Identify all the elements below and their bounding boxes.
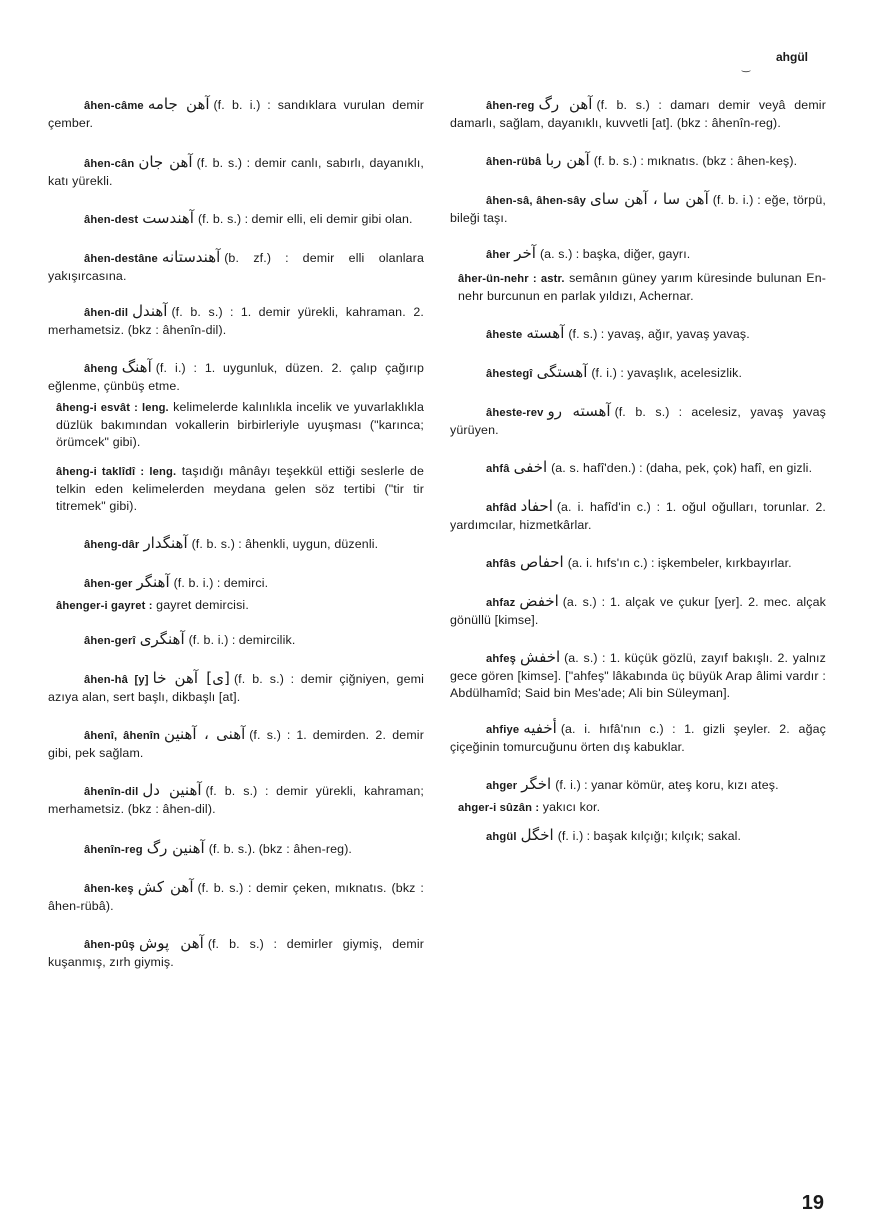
entry-arabic-script: اخفی xyxy=(513,458,548,476)
dictionary-entry xyxy=(48,726,424,762)
entry-headword: âhen-dest xyxy=(84,214,139,226)
entry-arabic-script: آهن ربا xyxy=(545,151,590,169)
entry-definition: (f. i.) : 1. uygunluk, düzen. 2. çalıp çağırıp eğlenme, çünbüş etme. xyxy=(48,361,424,393)
entry-arabic-script: احفاد xyxy=(520,497,553,515)
entry-headword: âhen-keş xyxy=(84,883,134,895)
entry-definition: (a. i. hıfâ'nın c.) : 1. gizli şeyler. 2. ağaç çiçeğinin tomurcuğunu örten dış kabuklar. xyxy=(450,722,826,754)
entry-definition: (a. s.) : 1. küçük gözlü, zayıf bakışlı. 2. yalnız gece gören [kimse]. ["ahfeş" lâkabında üç büyük Arap âlimi vardır : Abdülhamîd; Said bin Mes'ade; Ali bin Süleyman]. xyxy=(450,651,826,700)
entry-headword: âhen-sâ, âhen-sây xyxy=(486,195,587,207)
dictionary-entry xyxy=(450,191,826,227)
entry-definition: (f. b. s.) : demir canlı, sabırlı, dayanıklı, katı yürekli. xyxy=(48,156,425,188)
entry-arabic-script: [ی] آهن خا xyxy=(152,669,231,687)
dictionary-entry xyxy=(450,96,826,132)
entry-headword: âhenî, âhenîn xyxy=(84,730,161,742)
entry-definition: (f. b. s.) : 1. demir yürekli, kahraman. 2. merhametsiz. (bkz : âhenîn-dil). xyxy=(48,305,424,337)
entry-arabic-script: آهنین دل xyxy=(142,781,202,799)
header-mark: ‿ xyxy=(741,62,750,73)
entry-headword: âheng xyxy=(84,363,118,375)
entry-definition: (f. s.) : 1. demirden. 2. demir gibi, pek sağlam. xyxy=(48,728,424,760)
entry-headword: âhen-gerî xyxy=(84,635,136,647)
entry-arabic-script: اخفش xyxy=(519,648,561,666)
running-head: ahgül xyxy=(776,50,808,64)
dictionary-entry xyxy=(450,649,826,702)
dictionary-entry xyxy=(48,210,424,229)
entry-definition: (f. b. s.) : demir elli, eli demir gibi olan. xyxy=(197,212,413,226)
dictionary-entry xyxy=(48,463,424,515)
entry-arabic-script: آهنگدار xyxy=(143,534,188,552)
entry-arabic-script: آهن جان xyxy=(138,153,193,171)
entry-arabic-script: أخفیه xyxy=(523,719,557,737)
entry-headword: âher-ün-nehr : astr. xyxy=(458,273,565,285)
entry-definition: (f. b. s.) : âhenkli, uygun, düzenli. xyxy=(191,537,379,551)
dictionary-entry xyxy=(48,597,424,615)
dictionary-entry xyxy=(450,498,826,534)
entry-arabic-script: اخگر xyxy=(521,775,552,793)
dictionary-entry xyxy=(450,554,826,573)
entry-definition: (f. b. i.) : demircilik. xyxy=(188,633,296,647)
entry-definition: yakıcı kor. xyxy=(542,800,601,814)
entry-headword: âhenger-i gayret : xyxy=(56,600,153,612)
entry-definition: taşıdığı mânâyı teşekkül ettiği seslerle de telkin eden kelimelerden meydana gelen söz tertibi ("tir tir titremek" gibi). xyxy=(56,464,425,513)
entry-arabic-script: آهنین رگ xyxy=(146,839,205,857)
entry-arabic-script: آهن سا ، آهن سای xyxy=(590,190,709,208)
entry-headword: ahfâs xyxy=(486,558,516,570)
entry-headword: âhen-hâ [y] xyxy=(84,674,149,686)
entry-arabic-script: آهنگری xyxy=(139,630,185,648)
entry-definition: (f. b. s.) : demir yürekli, kahraman; merhametsiz. (bkz : âhen-dil). xyxy=(48,784,424,816)
entry-arabic-script: آهن رگ xyxy=(538,95,593,113)
dictionary-entry xyxy=(450,364,826,383)
entry-definition: (f. b. i.) : sandıklara vurulan demir çember. xyxy=(48,98,425,130)
entry-headword: ahfaz xyxy=(486,597,516,609)
entry-headword: âhen-rübâ xyxy=(486,156,542,168)
entry-headword: âheste xyxy=(486,329,523,341)
dictionary-entry xyxy=(450,593,826,629)
entry-arabic-script: اخفض xyxy=(519,592,559,610)
entry-definition: (f. b. i.) : eğe, törpü, bileği taşı. xyxy=(450,193,826,225)
dictionary-entry xyxy=(450,270,826,305)
entry-headword: âhen-reg xyxy=(486,100,535,112)
dictionary-entry xyxy=(450,799,826,817)
entry-arabic-script: اخگل xyxy=(520,826,554,844)
entry-arabic-script: آهندست xyxy=(142,209,194,227)
entry-definition: (f. b. i.) : demirci. xyxy=(173,576,269,590)
dictionary-entry xyxy=(48,840,424,859)
dictionary-entry xyxy=(450,776,826,795)
entry-definition: (f. i.) : başak kılçığı; kılçık; sakal. xyxy=(557,829,742,843)
entry-arabic-script: آهن پوش xyxy=(138,934,204,952)
entry-headword: âheste-rev xyxy=(486,407,544,419)
entry-definition: (f. i.) : yanar kömür, ateş koru, kızı ateş. xyxy=(555,778,779,792)
entry-arabic-script: آهسته xyxy=(526,324,565,342)
entry-definition: (a. i. hafîd'in c.) : 1. oğul oğulları, torunlar. 2. yardımcılar, hizmetkârlar. xyxy=(450,500,826,532)
entry-definition: (b. zf.) : demir elli olanlara yakışırcasına. xyxy=(48,251,424,283)
entry-definition: (f. i.) : yavaşlık, acelesizlik. xyxy=(591,366,743,380)
dictionary-entry xyxy=(450,245,826,264)
dictionary-entry xyxy=(48,535,424,554)
entry-arabic-script: آهستگی xyxy=(536,363,588,381)
left-column xyxy=(48,94,424,971)
entry-definition: (a. s. hafî'den.) : (daha, pek, çok) hafî, en gizli. xyxy=(551,461,813,475)
entry-headword: âhestegî xyxy=(486,368,533,380)
dictionary-entry xyxy=(48,879,424,915)
entry-arabic-script: آخر xyxy=(514,244,536,262)
entry-definition: gayret demircisi. xyxy=(156,598,249,612)
entry-definition: (f. b. s.) : damarı demir veyâ demir damarlı, sağlam, dayanıklı, kuvvetli [at]. (bkz : âhenîn-reg). xyxy=(450,98,826,130)
entry-arabic-script: آهنگر xyxy=(136,573,170,591)
entry-definition: (a. s.) : başka, diğer, gayrı. xyxy=(539,247,691,261)
entry-headword: ahfeş xyxy=(486,653,516,665)
entry-headword: âhenîn-dil xyxy=(84,786,139,798)
entry-headword: âhen-câme xyxy=(84,100,144,112)
entry-arabic-script: آهندل xyxy=(132,302,168,320)
entry-headword: ahger-i sûzân : xyxy=(458,802,540,814)
dictionary-entry xyxy=(48,96,424,132)
dictionary-entry xyxy=(48,154,424,190)
entry-definition: (f. b. s.) : demir çeken, mıknatıs. (bkz : âhen-rübâ). xyxy=(48,881,424,913)
entry-headword: ahfâd xyxy=(486,502,517,514)
entry-headword: ahger xyxy=(486,780,518,792)
entry-definition: (f. b. s.). (bkz : âhen-reg). xyxy=(208,842,352,856)
page-number: 19 xyxy=(801,1192,824,1214)
entry-definition: (f. s.) : yavaş, ağır, yavaş yavaş. xyxy=(568,327,750,341)
entry-headword: âhen-dil xyxy=(84,307,129,319)
entry-definition: kelimelerde kalınlıkla incelik ve yuvarlaklıkla düzlük bakımından vokallerin birbirleriyle uyuşması ("karınca; örümcek" gibi). xyxy=(56,400,424,449)
dictionary-entry xyxy=(48,631,424,650)
entry-definition: (f. b. s.) : acelesiz, yavaş yavaş yürüyen. xyxy=(450,405,826,437)
entry-arabic-script: احفاص xyxy=(519,553,564,571)
entry-arabic-script: آهن جامه xyxy=(147,95,210,113)
entry-arabic-script: آهن کش xyxy=(137,878,194,896)
dictionary-entry xyxy=(450,720,826,756)
dictionary-entry xyxy=(450,152,826,171)
dictionary-entry xyxy=(48,935,424,971)
entry-definition: (a. i. hıfs'ın c.) : işkembeler, kırkbayırlar. xyxy=(567,556,792,570)
dictionary-entry xyxy=(450,827,826,846)
dictionary-entry xyxy=(48,359,424,395)
entry-headword: ahgül xyxy=(486,831,517,843)
entry-arabic-script: آهندستانه xyxy=(161,248,221,266)
dictionary-entry xyxy=(48,782,424,818)
right-column xyxy=(450,94,826,846)
entry-headword: âhen-pûş xyxy=(84,939,135,951)
entry-definition: (a. s.) : 1. alçak ve çukur [yer]. 2. mec. alçak gönüllü [kimse]. xyxy=(450,595,826,627)
entry-headword: âheng-i esvât : leng. xyxy=(56,402,169,414)
entry-headword: âhen-ger xyxy=(84,578,133,590)
entry-headword: âhenîn-reg xyxy=(84,844,143,856)
dictionary-entry xyxy=(48,574,424,593)
entry-headword: âhen-destâne xyxy=(84,253,158,265)
dictionary-entry xyxy=(48,303,424,339)
entry-definition: (f. b. s.) : demir çiğniyen, gemi azıya alan, sert başlı, dikbaşlı [at]. xyxy=(48,672,425,704)
entry-definition: (f. b. s.) : mıknatıs. (bkz : âhen-keş). xyxy=(593,154,798,168)
entry-headword: âheng-i taklîdî : leng. xyxy=(56,466,177,478)
dictionary-entry xyxy=(48,670,424,706)
entry-headword: âher xyxy=(486,249,511,261)
entry-arabic-script: آهسته رو xyxy=(547,402,611,420)
dictionary-entry xyxy=(48,249,424,285)
dictionary-entry xyxy=(450,459,826,478)
dictionary-entry xyxy=(450,403,826,439)
dictionary-entry xyxy=(450,325,826,344)
entry-arabic-script: آهنگ xyxy=(121,358,152,376)
entry-headword: âhen-cân xyxy=(84,158,135,170)
entry-definition: (f. b. s.) : demirler giymiş, demir kuşanmış, zırh giymiş. xyxy=(48,937,425,969)
entry-headword: ahfiye xyxy=(486,724,520,736)
entry-headword: âheng-dâr xyxy=(84,539,140,551)
entry-headword: ahfâ xyxy=(486,463,510,475)
entry-arabic-script: آهنی ، آهنین xyxy=(164,725,246,743)
entry-definition: semânın güney yarım küresinde bulunan En-nehr burcunun en parlak yıldızı, Achernar. xyxy=(458,271,827,303)
dictionary-entry xyxy=(48,399,424,451)
